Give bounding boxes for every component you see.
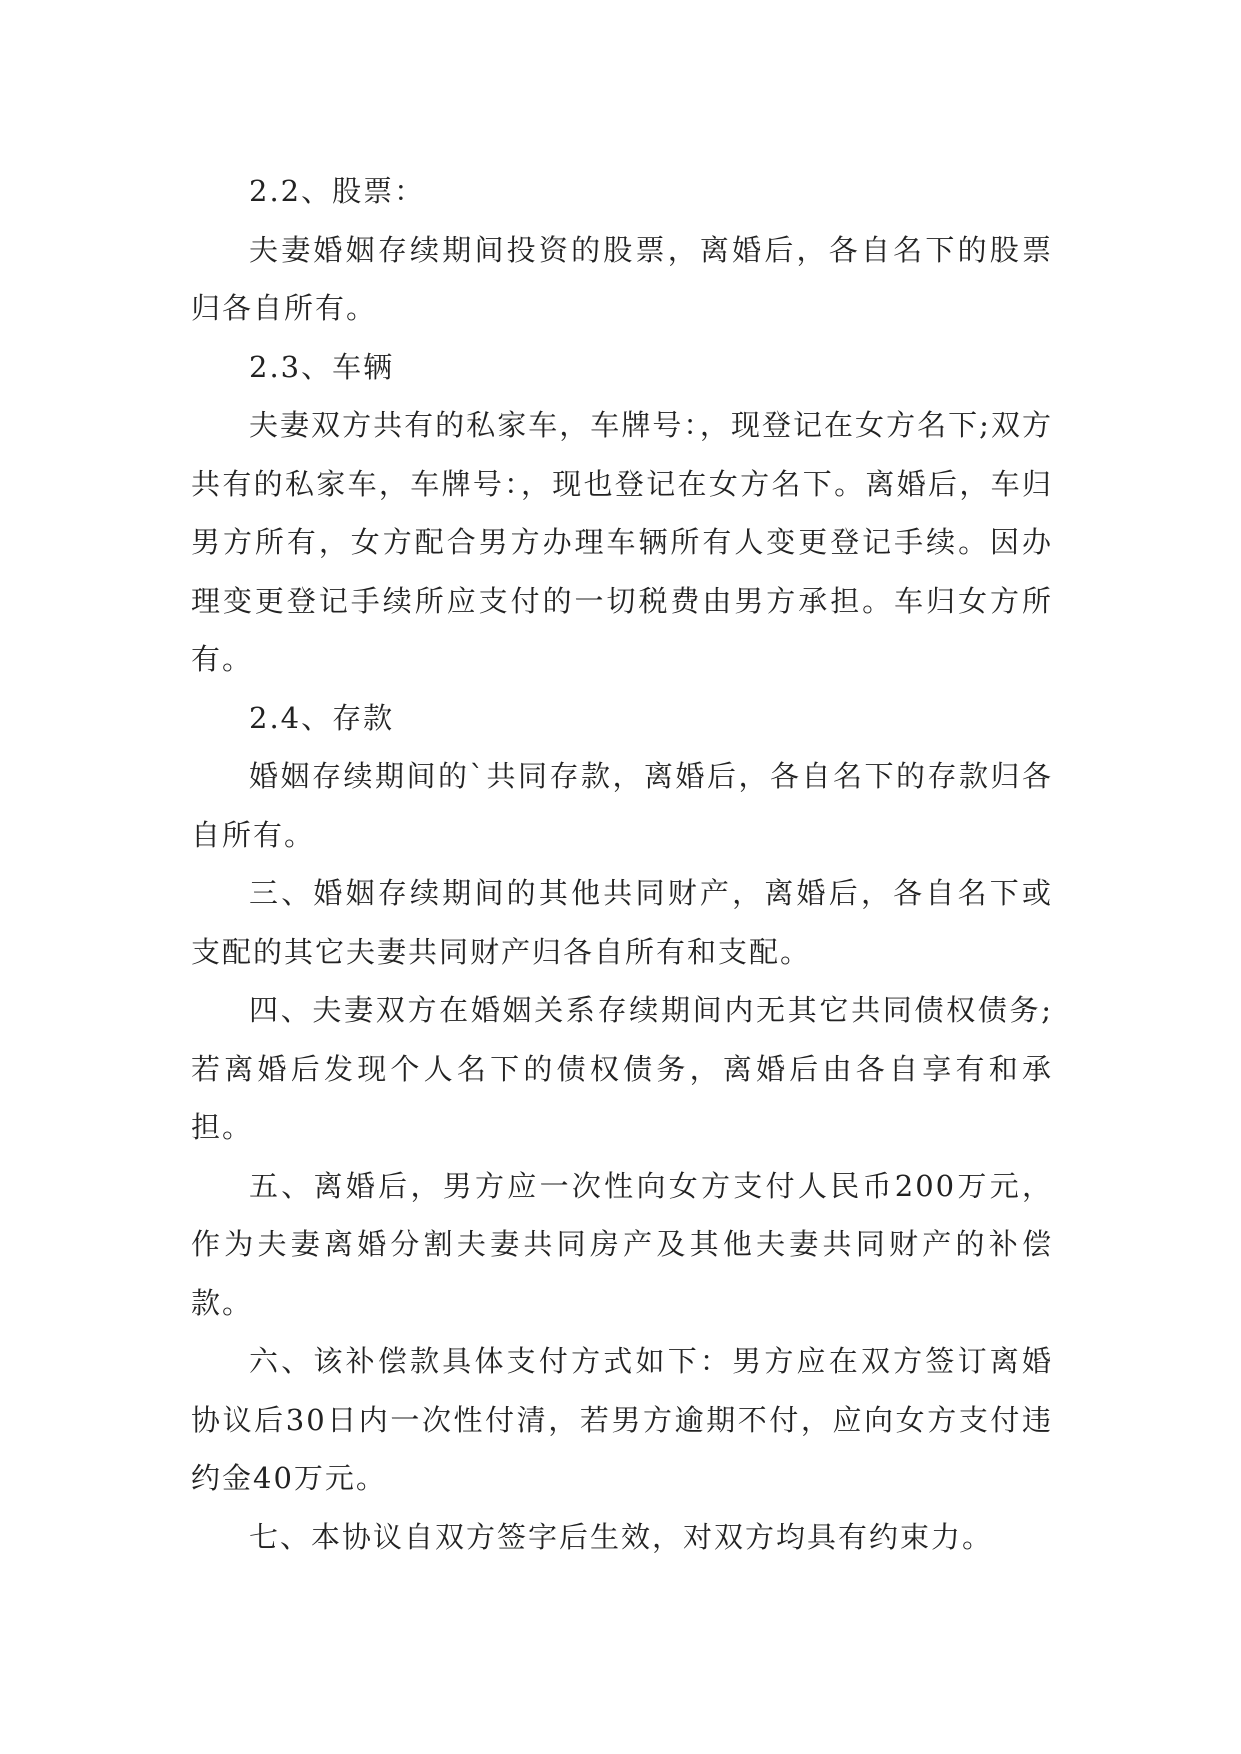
paragraph-deposits: 婚姻存续期间的`共同存款，离婚后，各自名下的存款归各自所有。 <box>191 759 1053 852</box>
section-heading-vehicles: 2.3、车辆 <box>249 349 395 384</box>
document-body <box>191 162 1053 1566</box>
clause-seven: 七、本协议自双方签字后生效，对双方均具有约束力。 <box>249 1519 994 1554</box>
clause-three: 三、婚姻存续期间的其他共同财产，离婚后，各自名下或支配的其它夫妻共同财产归各自所有和支配。 <box>191 876 1053 969</box>
clause-four: 四、夫妻双方在婚姻关系存续期间内无其它共同债权债务;若离婚后发现个人名下的债权债务，离婚后由各自享有和承担。 <box>191 993 1053 1144</box>
clause-six: 六、该补偿款具体支付方式如下：男方应在双方签订离婚协议后30日内一次性付清，若男方逾期不付，应向女方支付违约金40万元。 <box>191 1344 1053 1495</box>
section-heading-stocks: 2.2、股票： <box>249 174 426 208</box>
paragraph-stocks: 夫妻婚姻存续期间投资的股票，离婚后，各自名下的股票归各自所有。 <box>191 232 1053 325</box>
paragraph-vehicles: 夫妻双方共有的私家车，车牌号：，现登记在女方名下;双方共有的私家车，车牌号：，现也登记在女方名下。离婚后，车归男方所有，女方配合男方办理车辆所有人变更登记手续。因办理变更登记手续所应支付的一切税费由男方承担。车归女方所有。 <box>191 408 1053 676</box>
clause-five: 五、离婚后，男方应一次性向女方支付人民币200万元，作为夫妻离婚分割夫妻共同房产及其他夫妻共同财产的补偿款。 <box>191 1168 1053 1320</box>
section-heading-deposits: 2.4、存款 <box>249 700 395 735</box>
